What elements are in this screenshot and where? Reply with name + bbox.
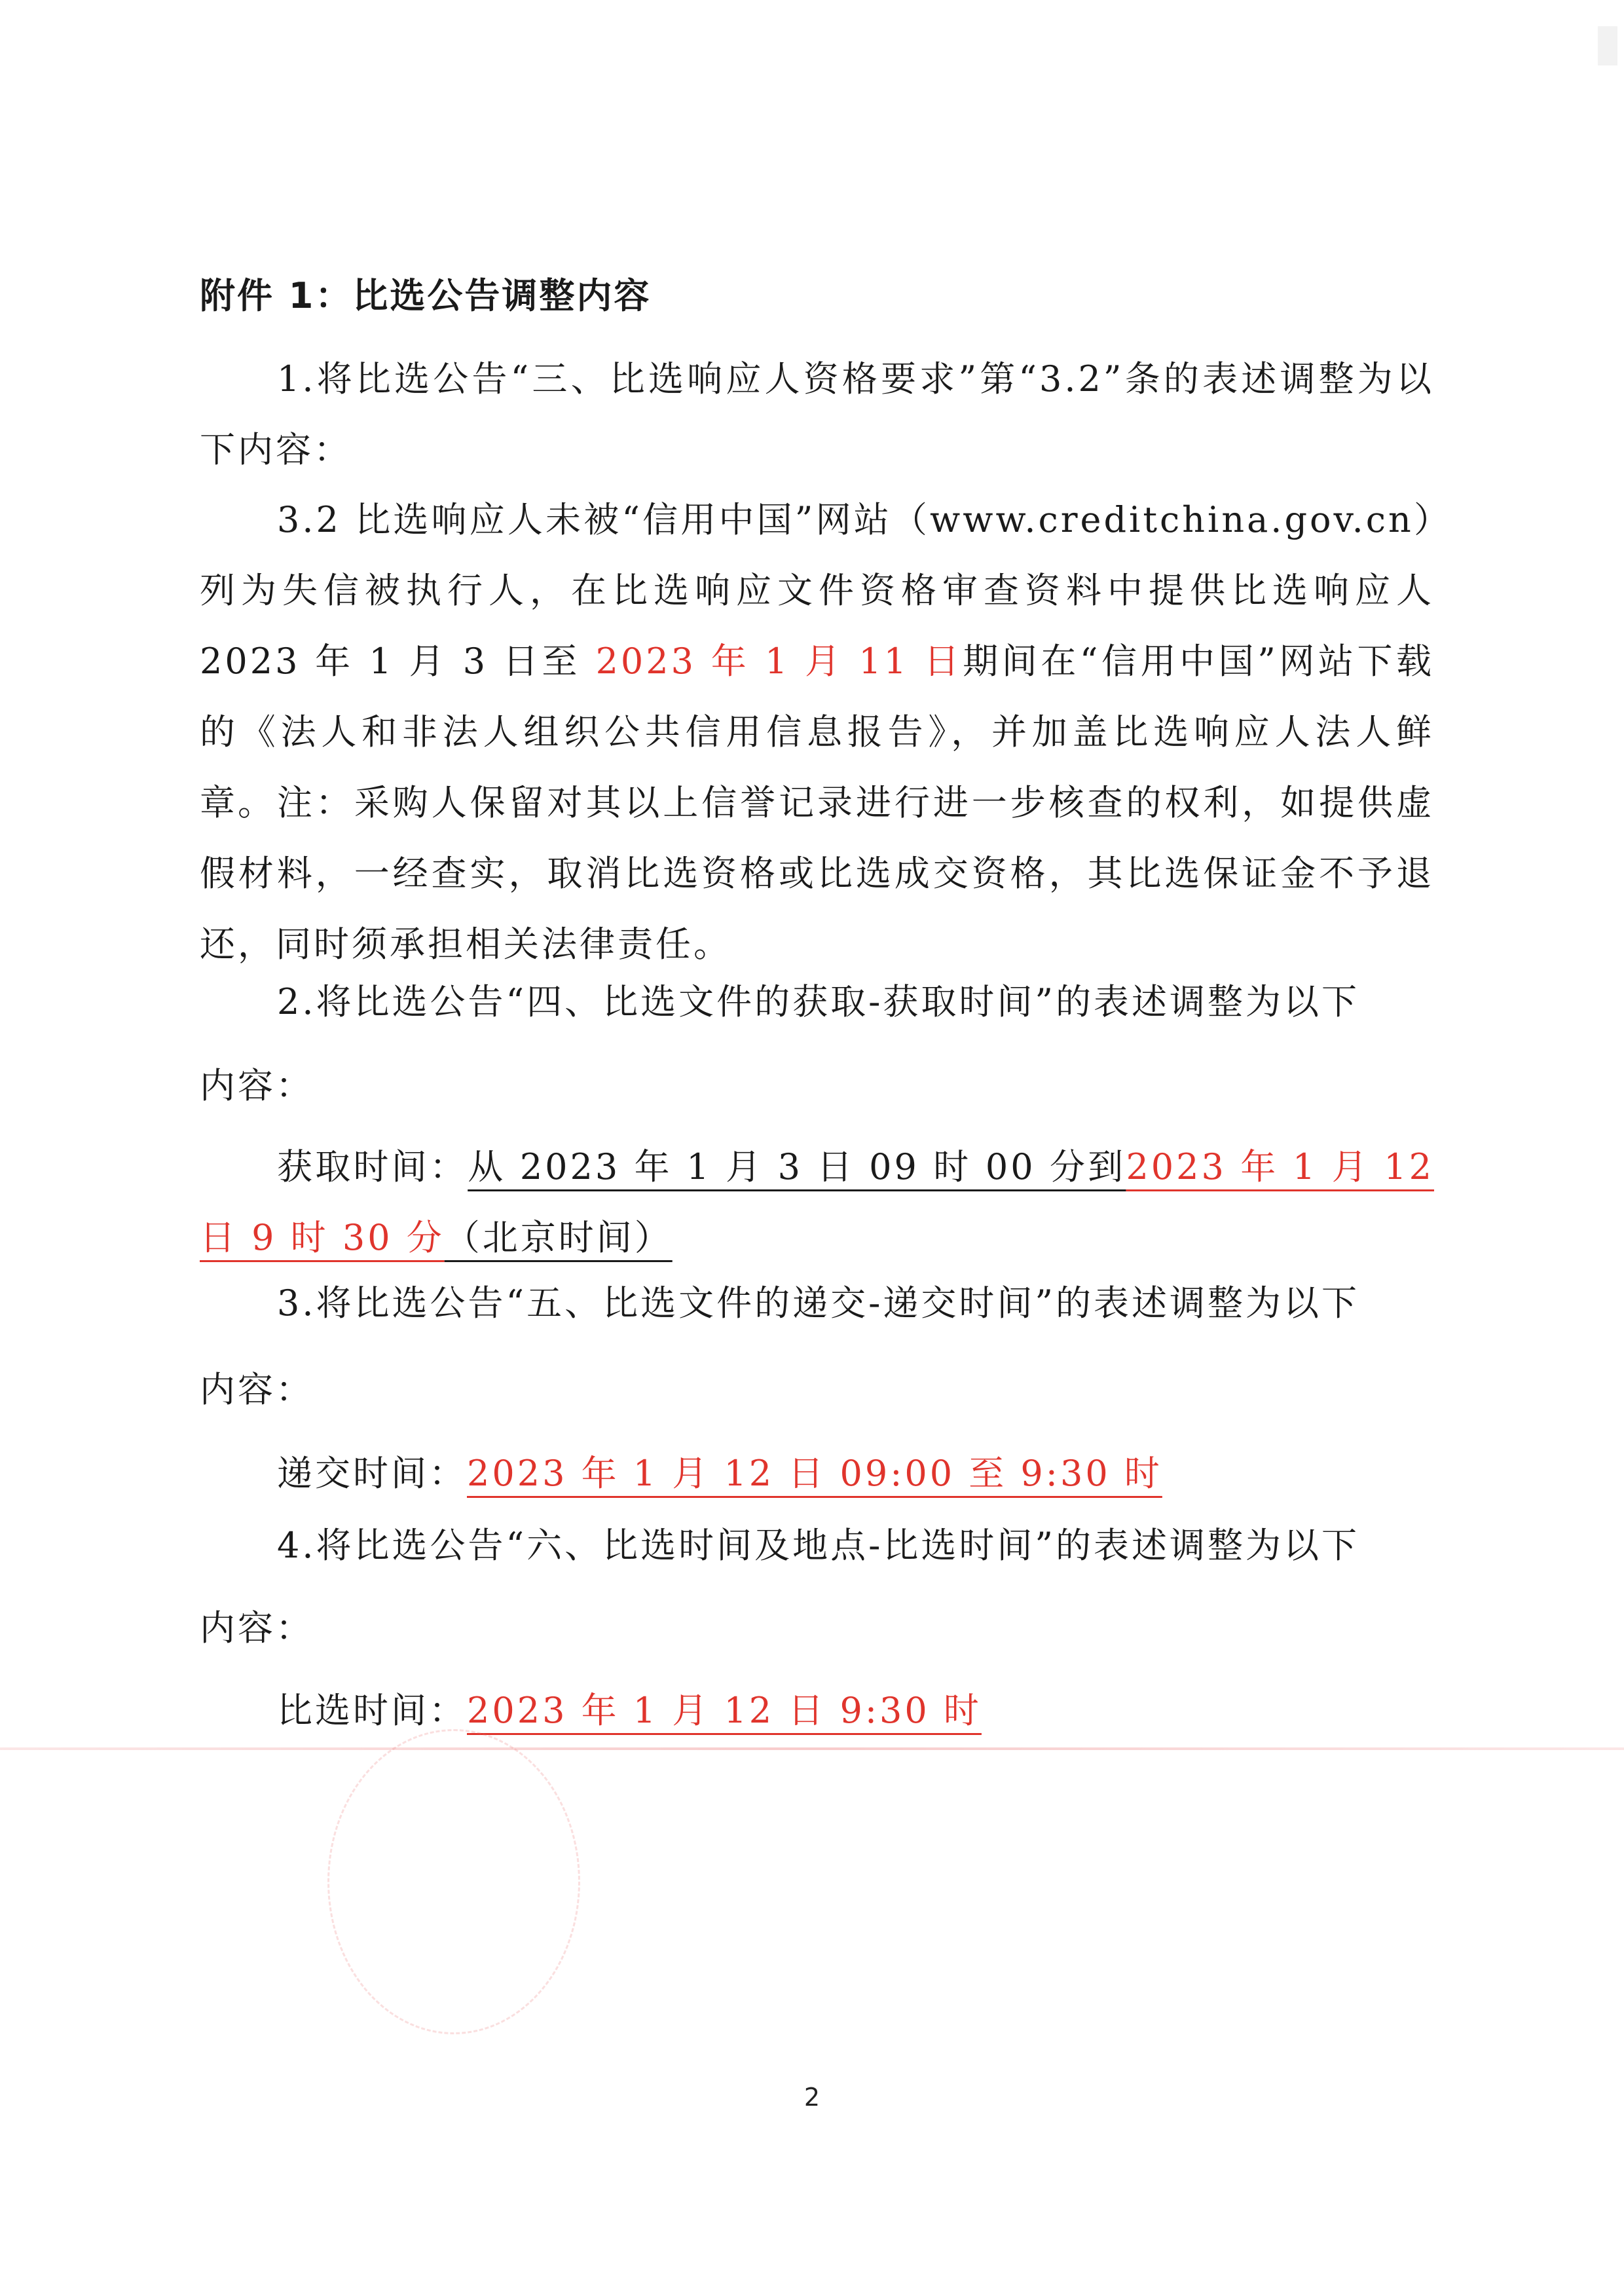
scan-edge-mark — [1598, 26, 1617, 65]
selection-time-red: 2023 年 1 月 12 日 9:30 时 — [467, 1690, 982, 1731]
item-4-text: 4.将比选公告“六、比选时间及地点-比选时间”的表述调整为以下 — [277, 1525, 1359, 1566]
selection-time-paragraph — [200, 1675, 1434, 1746]
item-1-paragraph — [200, 344, 1434, 485]
acquire-time-timezone: （北京时间） — [444, 1217, 673, 1258]
submit-time-label: 递交时间： — [277, 1453, 467, 1494]
page-number: 2 — [803, 2083, 821, 2112]
acquire-time-label: 获取时间： — [277, 1146, 468, 1187]
item-3-paragraph — [200, 1268, 1434, 1339]
item-2-paragraph — [200, 967, 1434, 1037]
item-3-tail: 内容： — [200, 1369, 314, 1410]
item-2-text: 2.将比选公告“四、比选文件的获取-获取时间”的表述调整为以下 — [277, 981, 1359, 1022]
faint-official-seal — [327, 1729, 580, 2034]
acquire-time-start: 从 2023 年 1 月 3 日 09 时 00 分到 — [468, 1146, 1126, 1187]
item-2-tail: 内容： — [200, 1065, 314, 1106]
note-text: 注：采购人保留对其以上信誉记录进行进一步核查的权利，如提供虚假材料，一经查实，取消比选资格或比选成交资格，其比选保证金不予退还，同时须承担相关法律责任。 — [200, 782, 1434, 965]
note-paragraph — [200, 768, 1434, 980]
submit-time-paragraph — [200, 1438, 1434, 1509]
item-3-2-text-b: 期间在“信用中国”网站下载的《法人和非法人组织公共信用信息报告》，并加盖比选响应人法人鲜章。 — [200, 641, 1434, 823]
item-2-tail-paragraph — [200, 1051, 1434, 1121]
acquire-time-end-red: 2023 年 1 月 12 日 9 时 30 分 — [200, 1146, 1435, 1258]
item-4-paragraph — [200, 1510, 1434, 1581]
item-1-text: 1.将比选公告“三、比选响应人资格要求”第“3.2”条的表述调整为以下内容： — [200, 358, 1434, 470]
item-3-2-text-a: 3.2 比选响应人未被“信用中国”网站（www.creditchina.gov.cn）列为失信被执行人，在比选响应文件资格审查资料中提供比选响应人 2023 年 1 月 3 日至 — [200, 499, 1434, 682]
item-3-text: 3.将比选公告“五、比选文件的递交-递交时间”的表述调整为以下 — [277, 1282, 1359, 1324]
submit-time-red: 2023 年 1 月 12 日 09:00 至 9:30 时 — [467, 1453, 1162, 1494]
item-4-tail-paragraph — [200, 1593, 1434, 1664]
attachment-heading: 附件 1：比选公告调整内容 — [200, 275, 652, 316]
faint-seal-line — [0, 1747, 1624, 1750]
selection-time-label: 比选时间： — [277, 1690, 467, 1731]
item-3-tail-paragraph — [200, 1354, 1434, 1425]
item-3-2-red-date: 2023 年 1 月 11 日 — [595, 641, 963, 682]
acquire-time-paragraph — [200, 1132, 1434, 1273]
item-4-tail: 内容： — [200, 1607, 314, 1649]
